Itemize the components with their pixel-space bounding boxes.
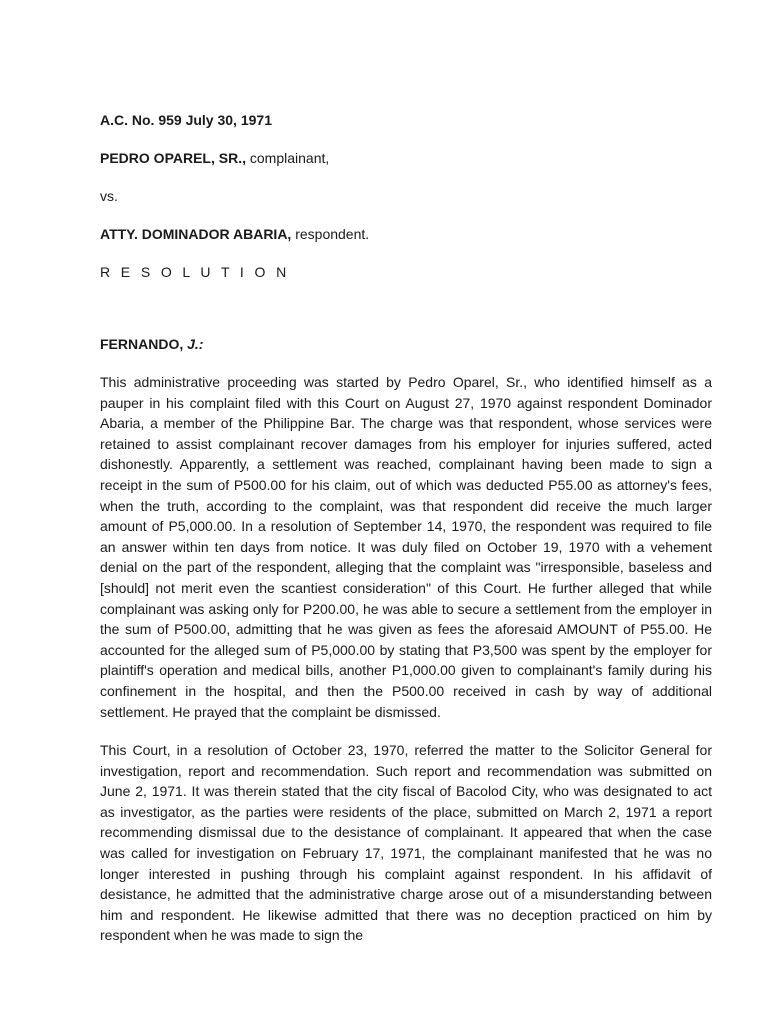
respondent-name: ATTY. DOMINADOR ABARIA, xyxy=(100,226,292,242)
ponente-line xyxy=(100,334,712,354)
ponente-name: FERNANDO, xyxy=(100,336,188,352)
complainant-role: complainant, xyxy=(245,150,330,166)
resolution-heading: R E S O L U T I O N xyxy=(100,264,290,280)
respondent-role: respondent. xyxy=(291,226,370,242)
complainant-line xyxy=(100,148,712,168)
case-number: A.C. No. 959 July 30, 1971 xyxy=(100,112,272,128)
ponente-suffix: J.: xyxy=(187,336,204,352)
document-page xyxy=(100,110,712,946)
versus-label: vs. xyxy=(100,188,118,204)
complainant-name: PEDRO OPAREL, SR., xyxy=(100,150,246,166)
body-paragraph-2: This Court, in a resolution of October 23, 1970, referred the matter to the Solicitor General for investigation, report and recommendation. Such report and recommendation was submitted on June 2, 1971. It was therein stated that the city fiscal of Bacolod City, who was designated to act as investigator, as the parties were residents of the place, submitted on March 2, 1971 a report recommending dismissal due to the desistance of complainant. It appeared that when the case was called for investigation on February 17, 1971, the complainant manifested that he was no longer interested in pushing through his complaint against respondent. In his affidavit of desistance, he admitted that the administrative charge arose out of a misunderstanding between him and respondent. He likewise admitted that there was no deception practiced on him by respondent when he was made to sign the xyxy=(100,742,712,944)
body-paragraph-1: This administrative proceeding was started by Pedro Oparel, Sr., who identified himself as a pauper in his complaint filed with this Court on August 27, 1970 against respondent Dominador Abaria, a member of the Philippine Bar. The charge was that respondent, whose services were retained to assist complainant recover damages from his employer for injuries suffered, acted dishonestly. Apparently, a settlement was reached, complainant having been made to sign a receipt in the sum of P500.00 for his claim, out of which was deducted P55.00 as attorney's fees, when the truth, according to the complaint, was that respondent did receive the much larger amount of P5,000.00. In a resolution of September 14, 1970, the respondent was required to file an answer within ten days from notice. It was duly filed on October 19, 1970 with a vehement denial on the part of the respondent, alleging that the complaint was "irresponsible, baseless and [should] not merit even the scantiest consideration" of this Court. He further alleged that while complainant was asking only for P200.00, he was able to secure a settlement from the employer in the sum of P500.00, admitting that he was given as fees the aforesaid AMOUNT of P55.00. He accounted for the alleged sum of P5,000.00 by stating that P3,500 was spent by the employer for plaintiff's operation and medical bills, another P1,000.00 given to complainant's family during his confinement in the hospital, and then the P500.00 received in cash by way of additional settlement. He prayed that the complaint be dismissed. xyxy=(100,374,712,720)
respondent-line xyxy=(100,224,712,244)
